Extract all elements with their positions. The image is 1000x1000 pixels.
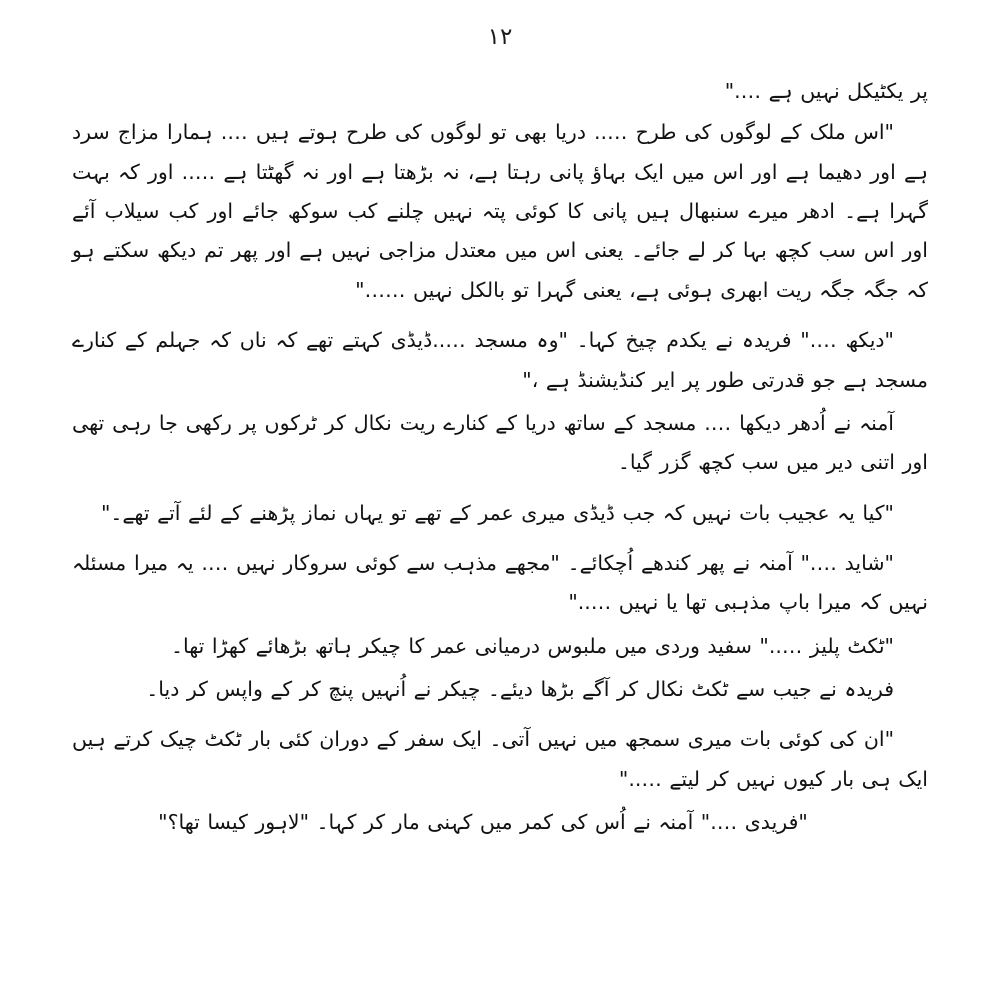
paragraph: آمنہ نے اُدھر دیکھا …. مسجد کے ساتھ دریا کے کنارے ریت نکال کر ٹرکوں پر رکھی جا رہی تھی اور اتنی دیر میں سب کچھ گزر گیا۔ xyxy=(72,410,928,475)
paragraph: فریدہ نے جیب سے ٹکٹ نکال کر آگے بڑھا دیئے۔ چیکر نے اُنہیں پنچ کر کے واپس کر دیا۔ xyxy=(146,677,894,702)
paragraph: "شاید …." آمنہ نے پھر کندھے اُچکائے۔ "مجھے مذہب سے کوئی سروکار نہیں …. یہ میرا مسئلہ نہیں کہ میرا باپ مذہبی تھا یا نہیں ….." xyxy=(72,550,928,615)
paragraph: "دیکھ …." فریدہ نے یکدم چیخ کہا۔ "وہ مسجد …..ڈیڈی کہتے تھے کہ ناں کہ جہلم کے کنارے مسجد ہے جو قدرتی طور پر ایر کنڈیشنڈ ہے ،" xyxy=(72,328,928,392)
page-number: ١٢ xyxy=(487,24,513,50)
paragraph-spacer xyxy=(72,537,928,544)
paragraph: "فریدی …." آمنہ نے اُس کی کمر میں کہنی مار کر کہا۔ "لاہور کیسا تھا؟" xyxy=(158,810,808,835)
page-body-column xyxy=(72,72,928,846)
paragraph: "اس ملک کے لوگوں کی طرح ….. دریا بھی تو لوگوں کی طرح ہوتے ہیں …. ہمارا مزاج سرد ہے اور دھیما ہے اور اس میں ایک بہاؤ پانی رہتا ہے، نہ بڑھتا ہے اور نہ گھٹتا ہے ….. اور کہ بہت گہرا ہے۔ ادھر میرے سنبھال ہیں پانی کا کوئی پتہ نہیں چلنے کب سوکھ جائے اور کب سیلاب آئے اور اس سب کچھ بہا کر لے جائے۔ یعنی اس میں معتدل مزاجی نہیں ہے اور پھر تم دیکھ سکتے ہو کہ جگہ جگہ ریت ابھری ہوئی ہے، یعنی گہرا تو بالکل نہیں ……" xyxy=(72,120,928,302)
paragraph-spacer xyxy=(72,487,928,494)
paragraph: "ان کی کوئی بات میری سمجھ میں نہیں آتی۔ ایک سفر کے دوران کئی بار ٹکٹ چیک کرتے ہیں ایک ہی بار کیوں نہیں کر لیتے ….." xyxy=(72,727,928,791)
paragraph: "ٹکٹ پلیز ….." سفید وردی میں ملبوس درمیانی عمر کا چیکر ہاتھ بڑھائے کھڑا تھا۔ xyxy=(170,633,894,658)
paragraph: پر یکٹیکل نہیں ہے …." xyxy=(724,79,928,103)
paragraph-spacer xyxy=(72,314,928,321)
paragraph: "کیا یہ عجیب بات نہیں کہ جب ڈیڈی میری عمر کے تھے تو یہاں نماز پڑھنے کے لئے آتے تھے۔" xyxy=(100,500,894,525)
paragraph-spacer xyxy=(72,713,928,720)
